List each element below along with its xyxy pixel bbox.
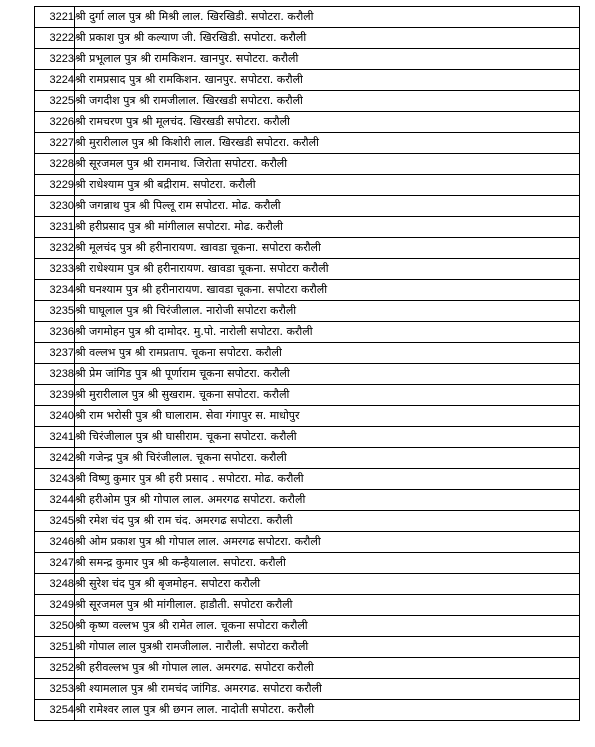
serial-number-cell: 3222 [35,28,75,49]
serial-number-cell: 3250 [35,616,75,637]
entry-cell: श्री दुर्गा लाल पुत्र श्री मिश्री लाल. खिरखिडी. सपोटरा. करौली [75,7,580,28]
table-row [35,553,580,574]
table-row [35,406,580,427]
serial-number-cell: 3237 [35,343,75,364]
table-row [35,133,580,154]
entry-cell: श्री जगदीश पुत्र श्री रामजीलाल. खिरखडी सपोटरा. करौली [75,91,580,112]
table-row [35,427,580,448]
serial-number-cell: 3244 [35,490,75,511]
entry-cell: श्री वल्लभ पुत्र श्री रामप्रताप. चूकना सपोटरा. करौली [75,343,580,364]
entry-cell: श्री घाघूलाल पुत्र श्री चिरंजीलाल. नारोजी सपोटरा करौली [75,301,580,322]
serial-number-cell: 3252 [35,658,75,679]
entry-cell: श्री गोपाल लाल पुत्रश्री रामजीलाल. नारौली. सपोटरा करौली [75,637,580,658]
serial-number-cell: 3221 [35,7,75,28]
table-row [35,91,580,112]
entry-cell: श्री हरीओम पुत्र श्री गोपाल लाल. अमरगढ सपोटरा. करौली [75,490,580,511]
serial-number-cell: 3242 [35,448,75,469]
serial-number-cell: 3229 [35,175,75,196]
serial-number-cell: 3240 [35,406,75,427]
register-table [34,6,580,721]
table-row [35,28,580,49]
entry-cell: श्री राम भरोसी पुत्र श्री घालाराम. सेवा गंगापुर स. माधोपुर [75,406,580,427]
table-row [35,70,580,91]
register-sheet [34,6,580,721]
entry-cell: श्री सूरजमल पुत्र श्री रामनाथ. जिरोता सपोटरा. करौली [75,154,580,175]
table-row [35,175,580,196]
serial-number-cell: 3243 [35,469,75,490]
entry-cell: श्री मुरारीलाल पुत्र श्री किशोरी लाल. खिरखडी सपोटरा. करौली [75,133,580,154]
table-row [35,574,580,595]
entry-cell: श्री ओम प्रकाश पुत्र श्री गोपाल लाल. अमरगढ सपोटरा. करौली [75,532,580,553]
entry-cell: श्री रमेश चंद पुत्र श्री राम चंद. अमरगढ सपोटरा. करौली [75,511,580,532]
register-body [35,7,580,721]
entry-cell: श्री सूरजमल पुत्र श्री मांगीलाल. हाडौती. सपोटरा करौली [75,595,580,616]
serial-number-cell: 3249 [35,595,75,616]
table-row [35,616,580,637]
serial-number-cell: 3225 [35,91,75,112]
serial-number-cell: 3226 [35,112,75,133]
entry-cell: श्री राधेश्याम पुत्र श्री हरीनारायण. खावडा चूकना. सपोटरा करौली [75,259,580,280]
serial-number-cell: 3228 [35,154,75,175]
table-row [35,595,580,616]
serial-number-cell: 3233 [35,259,75,280]
table-row [35,532,580,553]
serial-number-cell: 3248 [35,574,75,595]
entry-cell: श्री हरीवल्लभ पुत्र श्री गोपाल लाल. अमरगढ. सपोटरा करौली [75,658,580,679]
serial-number-cell: 3241 [35,427,75,448]
entry-cell: श्री घनश्याम पुत्र श्री हरीनारायण. खावडा चूकना. सपोटरा करौली [75,280,580,301]
entry-cell: श्री प्रकाश पुत्र श्री कल्याण जी. खिरखिडी. सपोटरा. करौली [75,28,580,49]
table-row [35,280,580,301]
serial-number-cell: 3254 [35,700,75,721]
serial-number-cell: 3232 [35,238,75,259]
serial-number-cell: 3247 [35,553,75,574]
entry-cell: श्री रामेश्वर लाल पुत्र श्री छगन लाल. नादोती सपोटरा. करौली [75,700,580,721]
entry-cell: श्री समन्द्र कुमार पुत्र श्री कन्हैयालाल. सपोटरा. करौली [75,553,580,574]
entry-cell: श्री चिरंजीलाल पुत्र श्री घासीराम. चूकना सपोटरा. करौली [75,427,580,448]
entry-cell: श्री रामप्रसाद पुत्र श्री रामकिशन. खानपुर. सपोटरा. करौली [75,70,580,91]
entry-cell: श्री श्यामलाल पुत्र श्री रामचंद जांगिड. अमरगढ. सपोटरा करौली [75,679,580,700]
serial-number-cell: 3223 [35,49,75,70]
table-row [35,364,580,385]
entry-cell: श्री विष्णु कुमार पुत्र श्री हरी प्रसाद . सपोटरा. मोढ. करौली [75,469,580,490]
table-row [35,343,580,364]
serial-number-cell: 3253 [35,679,75,700]
table-row [35,7,580,28]
serial-number-cell: 3239 [35,385,75,406]
entry-cell: श्री सुरेश चंद पुत्र श्री बृजमोहन. सपोटरा करौली [75,574,580,595]
table-row [35,658,580,679]
entry-cell: श्री रामचरण पुत्र श्री मूलचंद. खिरखडी सपोटरा. करौली [75,112,580,133]
entry-cell: श्री मूलचंद पुत्र श्री हरीनारायण. खावडा चूकना. सपोटरा करौली [75,238,580,259]
table-row [35,700,580,721]
table-row [35,259,580,280]
table-row [35,385,580,406]
table-row [35,112,580,133]
serial-number-cell: 3236 [35,322,75,343]
entry-cell: श्री जगमोहन पुत्र श्री दामोदर. मु.पो. नारोली सपोटरा. करौली [75,322,580,343]
serial-number-cell: 3251 [35,637,75,658]
serial-number-cell: 3230 [35,196,75,217]
entry-cell: श्री मुरारीलाल पुत्र श्री सुखराम. चूकना सपोटरा. करौली [75,385,580,406]
table-row [35,49,580,70]
serial-number-cell: 3245 [35,511,75,532]
table-row [35,196,580,217]
serial-number-cell: 3224 [35,70,75,91]
table-row [35,322,580,343]
table-row [35,448,580,469]
table-row [35,490,580,511]
table-row [35,217,580,238]
serial-number-cell: 3231 [35,217,75,238]
table-row [35,301,580,322]
table-row [35,238,580,259]
entry-cell: श्री हरीप्रसाद पुत्र श्री मांगीलाल सपोटरा. मोढ. करौली [75,217,580,238]
table-row [35,154,580,175]
serial-number-cell: 3234 [35,280,75,301]
serial-number-cell: 3246 [35,532,75,553]
serial-number-cell: 3235 [35,301,75,322]
table-row [35,469,580,490]
table-row [35,511,580,532]
serial-number-cell: 3227 [35,133,75,154]
table-row [35,679,580,700]
entry-cell: श्री जगन्नाथ पुत्र श्री पिल्लू राम सपोटरा. मोढ. करौली [75,196,580,217]
table-row [35,637,580,658]
entry-cell: श्री गजेन्द्र पुत्र श्री चिरंजीलाल. चूकना सपोटरा. करौली [75,448,580,469]
entry-cell: श्री प्रभूलाल पुत्र श्री रामकिशन. खानपुर. सपोटरा. करौली [75,49,580,70]
entry-cell: श्री प्रेम जांगिड पुत्र श्री पूर्णाराम चूकना सपोटरा. करौली [75,364,580,385]
entry-cell: श्री राधेश्याम पुत्र श्री बद्रीराम. सपोटरा. करौली [75,175,580,196]
serial-number-cell: 3238 [35,364,75,385]
entry-cell: श्री कृष्ण वल्लभ पुत्र श्री रामेत लाल. चूकना सपोटरा करौली [75,616,580,637]
